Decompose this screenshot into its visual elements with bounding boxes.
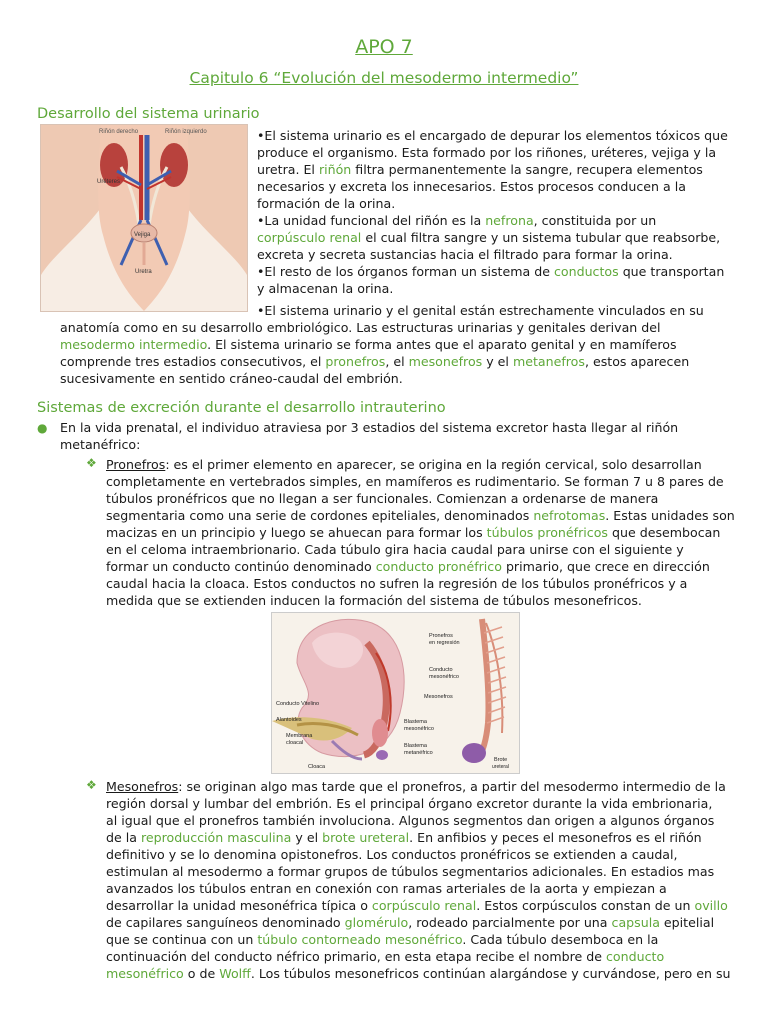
fig2-label-blastema-meso: mesonéfrico: [404, 726, 434, 732]
mesonefros-line-9: de capilares sanguíneos denominado glomérulo, rodeado parcialmente por una capsula epitelial: [106, 915, 715, 930]
mesonefros-line-3: al igual que el pronefros también involuciona. Algunos segmentos dan origen a algunos órganos: [106, 813, 715, 828]
term-metanefros: metanefros: [512, 354, 585, 369]
figure-label-left-kidney: Riñón izquierdo: [165, 129, 207, 135]
fig2-label-alantoides: Alantoides: [276, 717, 302, 723]
term-tubulos-pronefricos: túbulos pronéfricos: [486, 525, 608, 540]
term-wolff: Wolff: [219, 966, 251, 981]
urinary-system-figure: [40, 124, 248, 312]
section-heading-urinary: Desarrollo del sistema urinario: [37, 106, 260, 122]
mesonefros-line-12: mesonéfrico o de Wolff. Los túbulos mesonefricos continúan alargándose y curvándose, pero en su: [106, 966, 731, 981]
fig2-label-conducto: Conducto: [429, 667, 453, 673]
intro-line-2: metanéfrico:: [60, 437, 141, 452]
fig2-label-blastema-meta: metanéfrico: [404, 750, 433, 756]
embryo-figure: [271, 612, 520, 774]
bullet-4-line-1: •El sistema urinario y el genital están estrechamente vinculados en su: [257, 303, 704, 318]
term-nefrotomas: nefrotomas: [533, 508, 606, 523]
mesonefros-line-5: definitivo y se lo denomina opistonefros. Los conductos pronéfricos se extienden a caudal,: [106, 847, 678, 862]
figure-label-ureters: Uréteres: [97, 179, 121, 185]
intro-line-1: En la vida prenatal, el individuo atraviesa por 3 estadios del sistema excretor hasta llegar al riñón: [60, 420, 679, 435]
figure-label-bladder: Vejiga: [134, 232, 151, 238]
bullet-1-line-2: produce el organismo. Esta formado por los riñones, uréteres, vejiga y la: [257, 145, 717, 160]
pronefros-line-5: macizas en un principio y luego se ahuecan para formar los túbulos pronéfricos que desembocan: [106, 525, 721, 540]
fig2-label-mesonefrico: mesonéfrico: [429, 674, 459, 680]
bullet-1-line-1: •El sistema urinario es el encargado de depurar los elementos tóxicos que: [257, 128, 728, 143]
diamond-bullet-icon: ❖: [86, 778, 97, 792]
fig2-label-cloaca: Cloaca: [308, 764, 326, 770]
urinary-system-illustration: [41, 125, 247, 311]
pronefros-line-4: segmentaria como una serie de cordones epiteliales, denominados nefrotomas. Estas unidades son: [106, 508, 735, 523]
term-glomerulo: glomérulo: [344, 915, 409, 930]
term-capsula: capsula: [611, 915, 660, 930]
bullet-4-line-4: comprende tres estadios consecutivos, el pronefros, el mesonefros y el metanefros, estos aparecen: [60, 354, 690, 369]
term-mesonefrico: mesonéfrico: [106, 966, 184, 981]
term-rinon: riñón: [318, 162, 352, 177]
page-title: APO 7: [355, 36, 413, 58]
pronefros-line-8: caudal hacia la cloaca. Estos conductos no sufren la regresión de los túbulos pronéfricos y a: [106, 576, 688, 591]
mesonefros-line-10: que se continua con un túbulo contorneado mesonéfrico. Cada túbulo desemboca en la: [106, 932, 659, 947]
term-reproduccion-masculina: reproducción masculina: [140, 830, 292, 845]
term-corpusculo-renal: corpúsculo renal: [257, 230, 362, 245]
pronefros-line-3: túbulos pronéfricos que no llegan a ser funcionales. Comienzan a ordenarse de manera: [106, 491, 659, 506]
term-conductos: conductos: [553, 264, 619, 279]
bullet-1-line-4: necesarios y excreta los innecesarios. Estos procesos conducen a la: [257, 179, 686, 194]
fig2-label-blastema-1: Blastema: [404, 719, 427, 725]
term-pronefros: pronefros: [325, 354, 386, 369]
term-conducto-pronefrico: conducto pronéfrico: [375, 559, 502, 574]
mesonefros-line-7: avanzados los túbulos entran en conexión con ramas arteriales de la aorta y empiezan a: [106, 881, 667, 896]
bullet-4-line-3: mesodermo intermedio. El sistema urinario se forma antes que el aparato genital y en mamíferos: [60, 337, 677, 352]
term-mesodermo-intermedio: mesodermo intermedio: [60, 337, 208, 352]
term-corpusculo-renal-2: corpúsculo renal: [371, 898, 477, 913]
fig2-label-en-regresion: en regresión: [429, 640, 460, 646]
bullet-3-line-2: y almacenan la orina.: [257, 281, 394, 296]
fig2-label-cloacal: cloacal: [286, 740, 304, 746]
round-bullet-icon: ●: [37, 421, 48, 435]
bullet-4-line-5: sucesivamente en sentido cráneo-caudal del embrión.: [60, 371, 403, 386]
chapter-subtitle: Capitulo 6 “Evolución del mesodermo intermedio”: [189, 69, 579, 87]
pronefros-line-2: completamente en vertebrados simples, en mamíferos es rudimentario. Se forman 7 u 8 pares de: [106, 474, 724, 489]
mesonefros-line-11: continuación del conducto néfrico primario, en esta etapa recibe el nombre de conducto: [106, 949, 665, 964]
fig2-label-brote: Brote: [494, 757, 508, 763]
diamond-bullet-icon: ❖: [86, 456, 97, 470]
fig2-label-blastema-2: Blastema: [404, 743, 427, 749]
fig2-label-pronefros: Pronefros: [429, 633, 453, 639]
embryo-illustration: [272, 613, 519, 773]
mesonefros-line-4: de la reproducción masculina y el brote ureteral. En anfibios y peces el mesonefros es el riñón: [106, 830, 702, 845]
bullet-4-line-2: anatomía como en su desarrollo embriológico. Las estructuras urinarias y genitales derivan del: [60, 320, 661, 335]
mesonefros-line-8: desarrollar la unidad mesonéfrica típica o corpúsculo renal. Estos corpúsculos constan de un ovillo: [106, 898, 728, 913]
term-mesonefros: mesonefros: [408, 354, 483, 369]
term-brote-ureteral: brote ureteral: [322, 830, 410, 845]
pronefros-line-6: en el celoma intraembrionario. Cada túbulo gira hacia caudal para unirse con el siguiente y: [106, 542, 684, 557]
fig2-label-mesonefros: Mesonefros: [424, 694, 453, 700]
bullet-1-line-5: formación de la orina.: [257, 196, 396, 211]
figure-label-urethra: Uretra: [135, 269, 152, 275]
mesonefros-line-6: estimulan al mesodermo a formar grupos de túbulos segmentarios adicionales. En estadios mas: [106, 864, 715, 879]
bullet-2-line-1: •La unidad funcional del riñón es la nefrona, constituida por un: [257, 213, 657, 228]
term-tubulo-contorneado: túbulo contorneado mesonéfrico: [257, 932, 463, 947]
bullet-3-line-1: •El resto de los órganos forman un sistema de conductos que transportan: [257, 264, 725, 279]
pronefros-line-9: medida que se extienden inducen la formación del sistema de túbulos mesonefricos.: [106, 593, 642, 608]
bullet-2-line-3: excreta y secreta sustancias hacia el filtrado para formar la orina.: [257, 247, 673, 262]
bullet-1-line-3: uretra. El riñón filtra permanentemente la sangre, recupera elementos: [257, 162, 703, 177]
figure-label-right-kidney: Riñón derecho: [99, 129, 139, 135]
term-nefrona: nefrona: [485, 213, 534, 228]
bullet-2-line-2: corpúsculo renal el cual filtra sangre y un sistema tubular que reabsorbe,: [257, 230, 721, 245]
mesonefros-line-1: Mesonefros: se originan algo mas tarde que el pronefros, a partir del mesodermo intermedio de la: [106, 779, 726, 794]
fig2-label-conducto-vitelino: Conducto Vitelino: [276, 701, 320, 707]
term-mesonefros-heading: Mesonefros: [106, 779, 179, 794]
mesonefros-line-2: región dorsal y lumbar del embrión. Es el principal órgano excretor durante la vida embrionaria,: [106, 796, 713, 811]
pronefros-line-7: formar un conducto continúo denominado conducto pronéfrico primario, que crece en dirección: [106, 559, 710, 574]
term-ovillo: ovillo: [694, 898, 728, 913]
fig2-label-membrana: Membrana: [286, 733, 313, 739]
term-conducto: conducto: [606, 949, 665, 964]
fig2-label-ureteral: ureteral: [492, 764, 509, 770]
section-heading-excretion: Sistemas de excreción durante el desarrollo intrauterino: [37, 400, 446, 416]
term-pronefros-heading: Pronefros: [106, 457, 166, 472]
pronefros-line-1: Pronefros: es el primer elemento en aparecer, se origina en la región cervical, solo desarrollan: [106, 457, 702, 472]
